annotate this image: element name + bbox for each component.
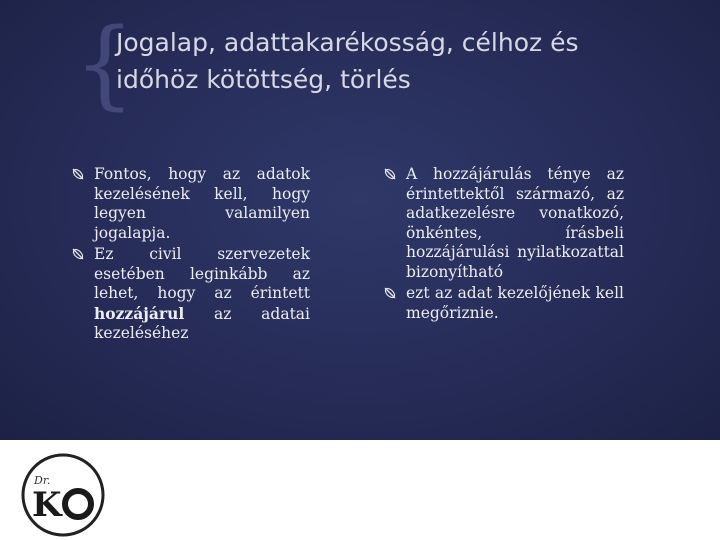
svg-text:Dr.: Dr.	[34, 474, 51, 487]
bullet-text: ezt az adat kezelőjének kell megőriznie.	[406, 284, 624, 322]
bullet-text: Fontos, hogy az adatok kezelésének kell, hogy legyen valamilyen jogalapja.	[94, 165, 310, 242]
left-column	[78, 165, 310, 346]
title-line-2: időhöz kötöttség, törlés	[116, 65, 411, 94]
bullet-text	[94, 245, 310, 344]
bullet-item	[390, 165, 624, 282]
svg-text:K: K	[32, 485, 62, 525]
bullet-item	[78, 245, 310, 344]
bullet-pin-icon	[382, 166, 398, 182]
footer-area	[0, 440, 720, 540]
bullet-pin-icon	[70, 166, 86, 182]
bullet-text-post: az adatai kezeléséhez	[94, 304, 310, 342]
bullet-item	[390, 284, 624, 323]
dr-ko-logo-icon	[20, 452, 106, 538]
bullet-text-pre: Ez civil szervezetek esetében leginkább az lehet, hogy az érintett	[94, 245, 310, 302]
bullet-text: A hozzájárulás ténye az érintettektől származó, az adatkezelésre vonatkozó, önkéntes, írásbeli hozzájárulási nyilatkozattal bizonyítható	[406, 165, 624, 281]
decorative-brace-icon: {	[74, 8, 136, 120]
slide-title	[116, 24, 696, 98]
bullet-pin-icon	[382, 285, 398, 301]
title-line-1: Jogalap, adattakarékosság, célhoz és	[116, 28, 579, 57]
bullet-item	[78, 165, 310, 243]
bullet-text-bold: hozzájárul	[94, 303, 185, 323]
bullet-pin-icon	[70, 246, 86, 262]
right-column	[390, 165, 624, 325]
